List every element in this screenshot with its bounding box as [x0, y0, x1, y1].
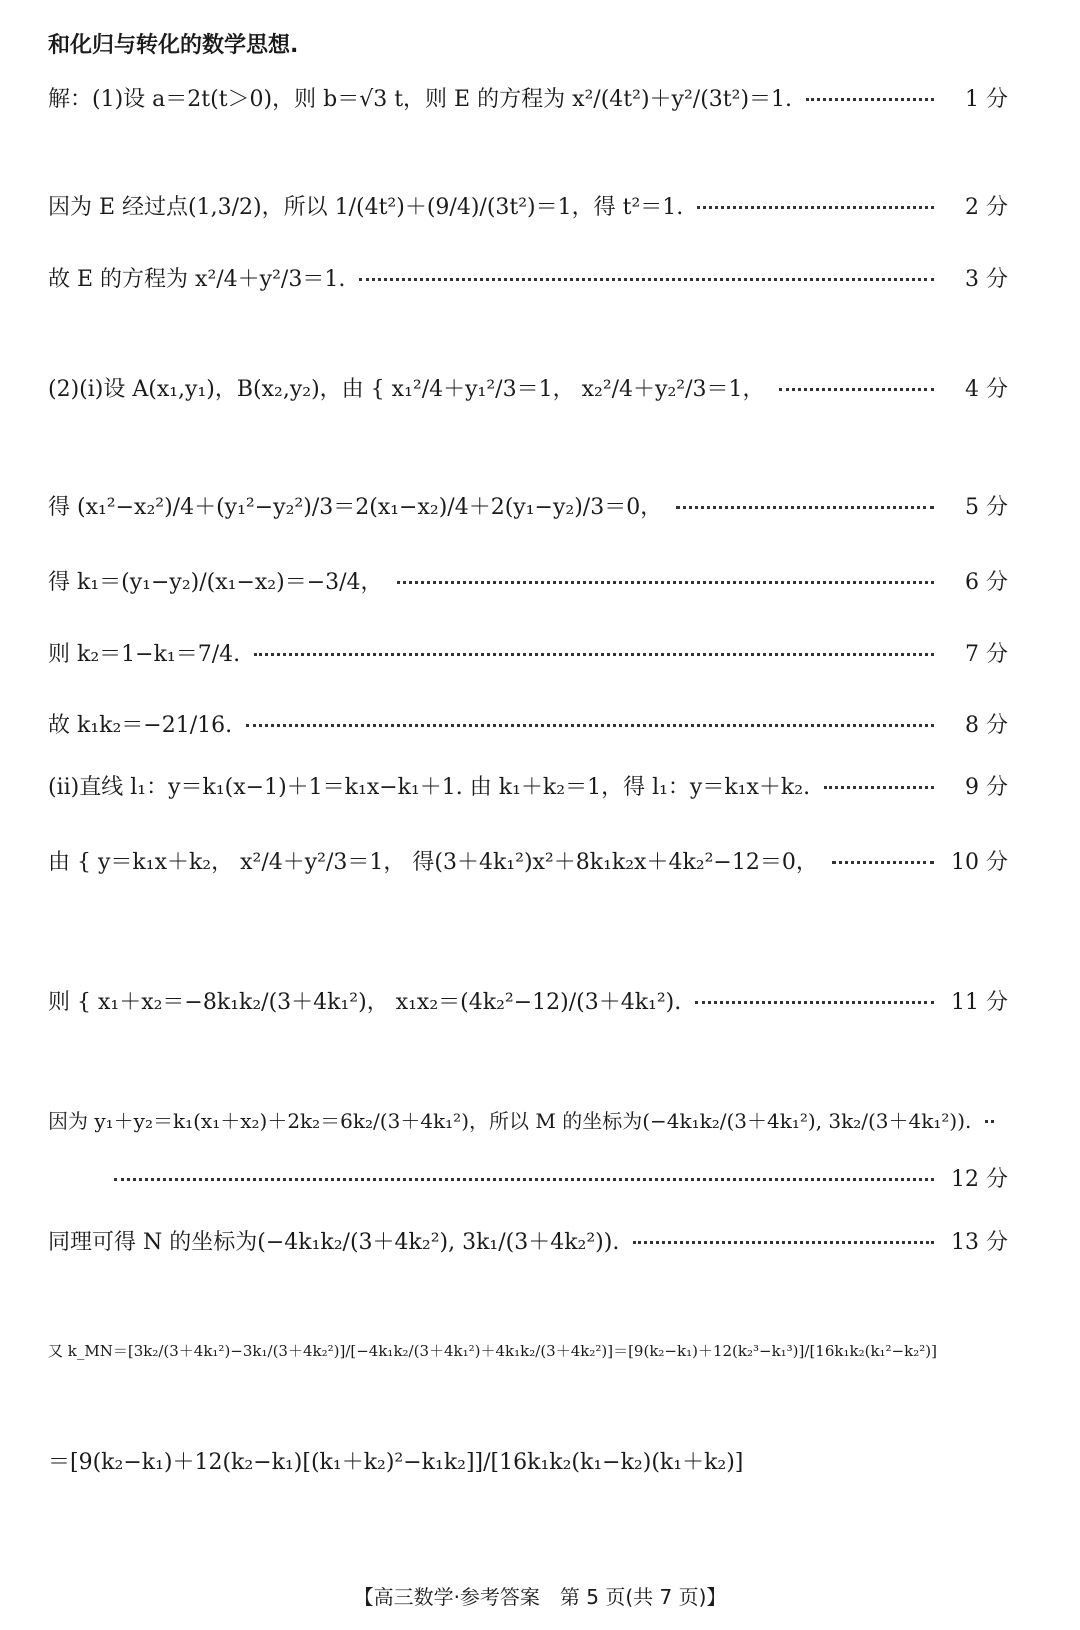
- solution-line-text: 又 k_MN＝[3k₂/(3＋4k₁²)−3k₁/(3＋4k₂²)]/[−4k₁k₂/(3＋4k₁²)＋4k₁k₂/(3＋4k₂²)]＝[9(k₂−k₁)＋12(k₂³−k₁³)]/[16k₁k₂(k₁²−k₂²)]: [48, 1342, 937, 1360]
- solution-line: [48, 1105, 1008, 1134]
- score-label: 5 分: [965, 495, 1008, 520]
- solution-line-text: 得 (x₁²−x₂²)/4＋(y₁²−y₂²)/3＝2(x₁−x₂)/4＋2(y₁−y₂)/3＝0，: [48, 495, 663, 520]
- solution-line: [100, 1162, 1008, 1193]
- leader-dots: [397, 581, 934, 584]
- solution-line-text: 解：(1)设 a＝2t(t＞0)，则 b＝√3 t，则 E 的方程为 x²/(4t²)＋y²/(3t²)＝1.: [48, 87, 793, 112]
- solution-line: [48, 1340, 1008, 1361]
- score-label: 6 分: [965, 570, 1008, 595]
- leader-dots: [254, 653, 934, 656]
- solution-line: [48, 985, 1008, 1016]
- solution-line: [48, 262, 1008, 293]
- leader-dots: [114, 1178, 934, 1181]
- solution-line-text: 同理可得 N 的坐标为(−4k₁k₂/(3＋4k₂²), 3k₁/(3＋4k₂²)).: [48, 1230, 620, 1255]
- solution-line: [48, 490, 1008, 521]
- solution-line: [48, 565, 1008, 596]
- score-label: 9 分: [965, 775, 1008, 800]
- solution-line: [48, 708, 1008, 739]
- solution-line: [48, 190, 1008, 221]
- leader-dots: [633, 1241, 934, 1244]
- solution-line-text: 因为 E 经过点(1,3/2)，所以 1/(4t²)＋(9/4)/(3t²)＝1，得 t²＝1.: [48, 195, 684, 220]
- solution-line-text: 得 k₁＝(y₁−y₂)/(x₁−x₂)＝−3/4，: [48, 570, 383, 595]
- solution-line-text: 故 E 的方程为 x²/4＋y²/3＝1.: [48, 267, 346, 292]
- leader-dots: [985, 1120, 994, 1123]
- score-label: 8 分: [965, 713, 1008, 738]
- page-header: 和化归与转化的数学思想.: [48, 33, 299, 58]
- score-label: 7 分: [965, 642, 1008, 667]
- leader-dots: [676, 506, 934, 509]
- solution-line: [48, 1225, 1008, 1256]
- solution-line: [48, 372, 1008, 403]
- score-label: 1 分: [965, 87, 1008, 112]
- score-label: 12 分: [951, 1167, 1008, 1192]
- score-label: 10 分: [951, 850, 1008, 875]
- page-footer: 【高三数学·参考答案 第 5 页(共 7 页)】: [353, 1585, 727, 1609]
- solution-line: [48, 637, 1008, 668]
- solution-line-text: 则 k₂＝1−k₁＝7/4.: [48, 642, 241, 667]
- score-label: 3 分: [965, 267, 1008, 292]
- solution-line-text: (ⅱ)直线 l₁：y＝k₁(x−1)＋1＝k₁x−k₁＋1. 由 k₁＋k₂＝1，得 l₁：y＝k₁x＋k₂.: [48, 775, 811, 800]
- score-label: 13 分: [951, 1230, 1008, 1255]
- leader-dots: [824, 786, 934, 789]
- solution-line: [48, 82, 1008, 113]
- solution-line: [48, 845, 1008, 876]
- solution-line: [48, 770, 1008, 801]
- score-label: 4 分: [965, 377, 1008, 402]
- leader-dots: [832, 861, 934, 864]
- score-label: 2 分: [965, 195, 1008, 220]
- solution-line-text: 则 { x₁＋x₂＝−8k₁k₂/(3＋4k₁²)， x₁x₂＝(4k₂²−12)/(3＋4k₁²).: [48, 990, 682, 1015]
- solution-line-text: ＝[9(k₂−k₁)＋12(k₂−k₁)[(k₁＋k₂)²−k₁k₂]]/[16k₁k₂(k₁−k₂)(k₁＋k₂)]: [48, 1450, 744, 1475]
- leader-dots: [246, 724, 934, 727]
- solution-line-text: (2)(ⅰ)设 A(x₁,y₁)，B(x₂,y₂)，由 { x₁²/4＋y₁²/3＝1， x₂²/4＋y₂²/3＝1，: [48, 377, 765, 402]
- solution-line-text: 故 k₁k₂＝−21/16.: [48, 713, 233, 738]
- leader-dots: [806, 98, 934, 101]
- leader-dots: [695, 1001, 934, 1004]
- solution-line-text: 因为 y₁＋y₂＝k₁(x₁＋x₂)＋2k₂＝6k₂/(3＋4k₁²)，所以 M 的坐标为(−4k₁k₂/(3＋4k₁²), 3k₂/(3＋4k₁²)).: [48, 1109, 972, 1133]
- leader-dots: [359, 278, 934, 281]
- solution-line: [48, 1445, 1008, 1476]
- leader-dots: [779, 388, 934, 391]
- leader-dots: [697, 206, 934, 209]
- score-label: 11 分: [951, 990, 1008, 1015]
- solution-line-text: 由 { y＝k₁x＋k₂， x²/4＋y²/3＝1， 得(3＋4k₁²)x²＋8k₁k₂x＋4k₂²−12＝0，: [48, 850, 818, 875]
